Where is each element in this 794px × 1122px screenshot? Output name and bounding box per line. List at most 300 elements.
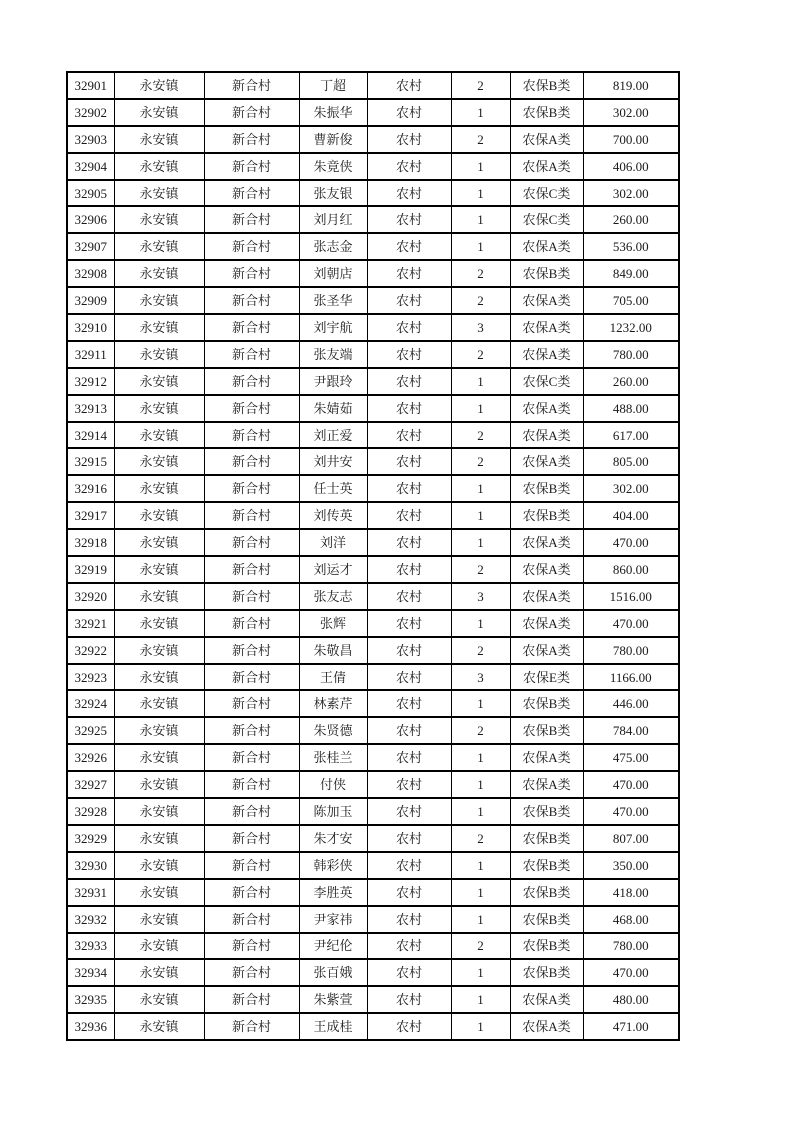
cell-person_count: 2: [451, 287, 510, 314]
cell-amount: 1232.00: [583, 314, 679, 341]
insurance-roster-table: [66, 71, 680, 1041]
cell-record_id: 32919: [67, 556, 114, 583]
cell-village: 新合村: [204, 690, 299, 717]
cell-name: 张辉: [299, 610, 367, 637]
cell-record_id: 32930: [67, 852, 114, 879]
cell-residence_type: 农村: [367, 180, 451, 207]
cell-insurance_category: 农保A类: [510, 610, 583, 637]
cell-insurance_category: 农保A类: [510, 744, 583, 771]
cell-name: 张桂兰: [299, 744, 367, 771]
cell-insurance_category: 农保A类: [510, 771, 583, 798]
cell-person_count: 1: [451, 475, 510, 502]
cell-town: 永安镇: [114, 314, 204, 341]
cell-record_id: 32911: [67, 341, 114, 368]
table-row: [67, 153, 679, 180]
cell-village: 新合村: [204, 556, 299, 583]
table-row: [67, 556, 679, 583]
cell-residence_type: 农村: [367, 368, 451, 395]
cell-village: 新合村: [204, 744, 299, 771]
cell-town: 永安镇: [114, 690, 204, 717]
cell-town: 永安镇: [114, 583, 204, 610]
cell-town: 永安镇: [114, 475, 204, 502]
table-row: [67, 395, 679, 422]
cell-town: 永安镇: [114, 72, 204, 99]
cell-name: 付侠: [299, 771, 367, 798]
cell-record_id: 32928: [67, 798, 114, 825]
cell-record_id: 32916: [67, 475, 114, 502]
cell-town: 永安镇: [114, 341, 204, 368]
cell-insurance_category: 农保B类: [510, 260, 583, 287]
cell-amount: 1166.00: [583, 664, 679, 691]
table-row: [67, 260, 679, 287]
cell-record_id: 32922: [67, 637, 114, 664]
cell-amount: 780.00: [583, 637, 679, 664]
cell-amount: 807.00: [583, 825, 679, 852]
table-row: [67, 717, 679, 744]
cell-name: 李胜英: [299, 879, 367, 906]
cell-record_id: 32933: [67, 933, 114, 960]
cell-name: 王成桂: [299, 1013, 367, 1040]
cell-insurance_category: 农保A类: [510, 126, 583, 153]
cell-amount: 705.00: [583, 287, 679, 314]
cell-town: 永安镇: [114, 798, 204, 825]
cell-person_count: 2: [451, 556, 510, 583]
cell-record_id: 32931: [67, 879, 114, 906]
cell-village: 新合村: [204, 879, 299, 906]
cell-town: 永安镇: [114, 448, 204, 475]
cell-insurance_category: 农保B类: [510, 959, 583, 986]
table-row: [67, 879, 679, 906]
cell-person_count: 1: [451, 986, 510, 1013]
table-row: [67, 368, 679, 395]
cell-person_count: 1: [451, 771, 510, 798]
cell-town: 永安镇: [114, 153, 204, 180]
cell-residence_type: 农村: [367, 341, 451, 368]
cell-residence_type: 农村: [367, 879, 451, 906]
cell-amount: 805.00: [583, 448, 679, 475]
cell-town: 永安镇: [114, 879, 204, 906]
table-row: [67, 825, 679, 852]
cell-village: 新合村: [204, 825, 299, 852]
cell-person_count: 1: [451, 1013, 510, 1040]
cell-insurance_category: 农保B类: [510, 72, 583, 99]
cell-person_count: 2: [451, 422, 510, 449]
cell-record_id: 32924: [67, 690, 114, 717]
cell-amount: 488.00: [583, 395, 679, 422]
cell-record_id: 32936: [67, 1013, 114, 1040]
cell-name: 张友银: [299, 180, 367, 207]
cell-village: 新合村: [204, 180, 299, 207]
cell-name: 尹家祎: [299, 906, 367, 933]
cell-amount: 819.00: [583, 72, 679, 99]
cell-person_count: 2: [451, 717, 510, 744]
cell-town: 永安镇: [114, 1013, 204, 1040]
cell-residence_type: 农村: [367, 717, 451, 744]
cell-village: 新合村: [204, 771, 299, 798]
cell-amount: 780.00: [583, 341, 679, 368]
cell-person_count: 2: [451, 637, 510, 664]
table-row: [67, 906, 679, 933]
cell-village: 新合村: [204, 314, 299, 341]
cell-town: 永安镇: [114, 368, 204, 395]
table-row: [67, 341, 679, 368]
cell-amount: 780.00: [583, 933, 679, 960]
cell-name: 张百娥: [299, 959, 367, 986]
cell-person_count: 1: [451, 610, 510, 637]
cell-town: 永安镇: [114, 986, 204, 1013]
cell-insurance_category: 农保A类: [510, 395, 583, 422]
table-row: [67, 583, 679, 610]
cell-residence_type: 农村: [367, 448, 451, 475]
cell-record_id: 32913: [67, 395, 114, 422]
cell-record_id: 32920: [67, 583, 114, 610]
table-row: [67, 233, 679, 260]
cell-town: 永安镇: [114, 529, 204, 556]
cell-record_id: 32914: [67, 422, 114, 449]
cell-residence_type: 农村: [367, 825, 451, 852]
cell-amount: 260.00: [583, 206, 679, 233]
cell-insurance_category: 农保B类: [510, 825, 583, 852]
table-row: [67, 206, 679, 233]
cell-residence_type: 农村: [367, 583, 451, 610]
cell-town: 永安镇: [114, 852, 204, 879]
cell-person_count: 1: [451, 798, 510, 825]
cell-name: 韩彩侠: [299, 852, 367, 879]
cell-amount: 700.00: [583, 126, 679, 153]
cell-residence_type: 农村: [367, 422, 451, 449]
cell-village: 新合村: [204, 933, 299, 960]
cell-amount: 1516.00: [583, 583, 679, 610]
table-row: [67, 852, 679, 879]
cell-residence_type: 农村: [367, 126, 451, 153]
cell-village: 新合村: [204, 610, 299, 637]
cell-residence_type: 农村: [367, 233, 451, 260]
cell-amount: 470.00: [583, 771, 679, 798]
cell-name: 刘传英: [299, 502, 367, 529]
cell-insurance_category: 农保A类: [510, 287, 583, 314]
cell-village: 新合村: [204, 664, 299, 691]
cell-town: 永安镇: [114, 233, 204, 260]
cell-residence_type: 农村: [367, 260, 451, 287]
cell-residence_type: 农村: [367, 99, 451, 126]
cell-village: 新合村: [204, 126, 299, 153]
cell-residence_type: 农村: [367, 529, 451, 556]
cell-name: 尹纪伦: [299, 933, 367, 960]
table-row: [67, 664, 679, 691]
table-row: [67, 1013, 679, 1040]
cell-name: 任士英: [299, 475, 367, 502]
cell-name: 尹跟玲: [299, 368, 367, 395]
cell-amount: 260.00: [583, 368, 679, 395]
cell-insurance_category: 农保E类: [510, 664, 583, 691]
cell-insurance_category: 农保C类: [510, 206, 583, 233]
cell-amount: 480.00: [583, 986, 679, 1013]
cell-village: 新合村: [204, 798, 299, 825]
cell-village: 新合村: [204, 206, 299, 233]
cell-record_id: 32906: [67, 206, 114, 233]
cell-person_count: 1: [451, 233, 510, 260]
table-row: [67, 798, 679, 825]
cell-insurance_category: 农保A类: [510, 986, 583, 1013]
table-row: [67, 180, 679, 207]
cell-residence_type: 农村: [367, 556, 451, 583]
cell-record_id: 32908: [67, 260, 114, 287]
cell-name: 丁超: [299, 72, 367, 99]
cell-town: 永安镇: [114, 610, 204, 637]
cell-amount: 418.00: [583, 879, 679, 906]
cell-residence_type: 农村: [367, 610, 451, 637]
cell-town: 永安镇: [114, 959, 204, 986]
cell-residence_type: 农村: [367, 502, 451, 529]
cell-residence_type: 农村: [367, 206, 451, 233]
cell-amount: 536.00: [583, 233, 679, 260]
cell-name: 林素芹: [299, 690, 367, 717]
cell-amount: 302.00: [583, 475, 679, 502]
cell-record_id: 32934: [67, 959, 114, 986]
cell-person_count: 1: [451, 690, 510, 717]
cell-residence_type: 农村: [367, 744, 451, 771]
cell-record_id: 32912: [67, 368, 114, 395]
cell-village: 新合村: [204, 583, 299, 610]
cell-person_count: 1: [451, 959, 510, 986]
cell-insurance_category: 农保B类: [510, 475, 583, 502]
cell-amount: 350.00: [583, 852, 679, 879]
cell-residence_type: 农村: [367, 798, 451, 825]
cell-record_id: 32910: [67, 314, 114, 341]
cell-person_count: 2: [451, 933, 510, 960]
cell-residence_type: 农村: [367, 933, 451, 960]
cell-town: 永安镇: [114, 287, 204, 314]
cell-name: 张友端: [299, 341, 367, 368]
cell-residence_type: 农村: [367, 771, 451, 798]
cell-residence_type: 农村: [367, 664, 451, 691]
cell-amount: 849.00: [583, 260, 679, 287]
cell-insurance_category: 农保A类: [510, 233, 583, 260]
cell-name: 朱敬昌: [299, 637, 367, 664]
cell-town: 永安镇: [114, 744, 204, 771]
cell-village: 新合村: [204, 637, 299, 664]
cell-insurance_category: 农保A类: [510, 637, 583, 664]
cell-residence_type: 农村: [367, 852, 451, 879]
table-row: [67, 771, 679, 798]
table-row: [67, 422, 679, 449]
cell-name: 刘洋: [299, 529, 367, 556]
cell-name: 陈加玉: [299, 798, 367, 825]
cell-name: 朱才安: [299, 825, 367, 852]
cell-town: 永安镇: [114, 717, 204, 744]
cell-residence_type: 农村: [367, 395, 451, 422]
cell-amount: 446.00: [583, 690, 679, 717]
cell-village: 新合村: [204, 422, 299, 449]
cell-person_count: 2: [451, 825, 510, 852]
cell-village: 新合村: [204, 959, 299, 986]
cell-name: 张志金: [299, 233, 367, 260]
cell-record_id: 32903: [67, 126, 114, 153]
cell-village: 新合村: [204, 986, 299, 1013]
cell-town: 永安镇: [114, 99, 204, 126]
cell-town: 永安镇: [114, 933, 204, 960]
cell-record_id: 32932: [67, 906, 114, 933]
cell-name: 刘月红: [299, 206, 367, 233]
cell-person_count: 1: [451, 879, 510, 906]
cell-person_count: 1: [451, 744, 510, 771]
cell-village: 新合村: [204, 233, 299, 260]
cell-insurance_category: 农保B类: [510, 99, 583, 126]
cell-person_count: 1: [451, 852, 510, 879]
cell-village: 新合村: [204, 852, 299, 879]
table-body: [67, 72, 679, 1040]
cell-name: 朱紫萱: [299, 986, 367, 1013]
cell-person_count: 1: [451, 206, 510, 233]
cell-amount: 302.00: [583, 99, 679, 126]
cell-insurance_category: 农保A类: [510, 153, 583, 180]
cell-record_id: 32926: [67, 744, 114, 771]
cell-residence_type: 农村: [367, 690, 451, 717]
table-row: [67, 959, 679, 986]
cell-name: 曹新俊: [299, 126, 367, 153]
cell-village: 新合村: [204, 475, 299, 502]
cell-town: 永安镇: [114, 664, 204, 691]
cell-residence_type: 农村: [367, 986, 451, 1013]
table-row: [67, 448, 679, 475]
cell-record_id: 32907: [67, 233, 114, 260]
cell-name: 朱竟侠: [299, 153, 367, 180]
cell-person_count: 3: [451, 583, 510, 610]
cell-insurance_category: 农保B类: [510, 933, 583, 960]
cell-town: 永安镇: [114, 422, 204, 449]
cell-amount: 470.00: [583, 959, 679, 986]
cell-name: 刘井安: [299, 448, 367, 475]
cell-name: 刘运才: [299, 556, 367, 583]
cell-name: 刘朝店: [299, 260, 367, 287]
cell-insurance_category: 农保A类: [510, 556, 583, 583]
table-row: [67, 314, 679, 341]
cell-name: 张圣华: [299, 287, 367, 314]
table-row: [67, 986, 679, 1013]
table-row: [67, 529, 679, 556]
cell-record_id: 32904: [67, 153, 114, 180]
cell-name: 朱婧茹: [299, 395, 367, 422]
cell-record_id: 32935: [67, 986, 114, 1013]
cell-village: 新合村: [204, 906, 299, 933]
cell-person_count: 1: [451, 180, 510, 207]
table-row: [67, 610, 679, 637]
cell-residence_type: 农村: [367, 1013, 451, 1040]
cell-person_count: 1: [451, 502, 510, 529]
cell-record_id: 32915: [67, 448, 114, 475]
cell-town: 永安镇: [114, 395, 204, 422]
cell-insurance_category: 农保C类: [510, 368, 583, 395]
table-row: [67, 502, 679, 529]
cell-person_count: 1: [451, 906, 510, 933]
table-row: [67, 99, 679, 126]
cell-village: 新合村: [204, 395, 299, 422]
cell-amount: 468.00: [583, 906, 679, 933]
cell-person_count: 1: [451, 99, 510, 126]
cell-record_id: 32917: [67, 502, 114, 529]
cell-residence_type: 农村: [367, 637, 451, 664]
cell-person_count: 1: [451, 368, 510, 395]
cell-village: 新合村: [204, 448, 299, 475]
table-row: [67, 126, 679, 153]
cell-amount: 470.00: [583, 610, 679, 637]
cell-town: 永安镇: [114, 180, 204, 207]
cell-name: 朱振华: [299, 99, 367, 126]
table-row: [67, 690, 679, 717]
cell-insurance_category: 农保A类: [510, 448, 583, 475]
cell-village: 新合村: [204, 99, 299, 126]
cell-record_id: 32901: [67, 72, 114, 99]
cell-town: 永安镇: [114, 502, 204, 529]
cell-residence_type: 农村: [367, 475, 451, 502]
cell-amount: 617.00: [583, 422, 679, 449]
cell-record_id: 32927: [67, 771, 114, 798]
cell-record_id: 32909: [67, 287, 114, 314]
cell-town: 永安镇: [114, 260, 204, 287]
cell-amount: 784.00: [583, 717, 679, 744]
cell-village: 新合村: [204, 153, 299, 180]
cell-person_count: 3: [451, 314, 510, 341]
cell-record_id: 32905: [67, 180, 114, 207]
cell-person_count: 2: [451, 448, 510, 475]
cell-insurance_category: 农保A类: [510, 1013, 583, 1040]
cell-village: 新合村: [204, 287, 299, 314]
cell-insurance_category: 农保B类: [510, 502, 583, 529]
cell-record_id: 32921: [67, 610, 114, 637]
table-row: [67, 933, 679, 960]
cell-person_count: 3: [451, 664, 510, 691]
cell-village: 新合村: [204, 717, 299, 744]
cell-insurance_category: 农保B类: [510, 906, 583, 933]
cell-insurance_category: 农保A类: [510, 314, 583, 341]
cell-town: 永安镇: [114, 126, 204, 153]
cell-name: 张友志: [299, 583, 367, 610]
cell-record_id: 32929: [67, 825, 114, 852]
cell-name: 朱贤德: [299, 717, 367, 744]
cell-town: 永安镇: [114, 906, 204, 933]
cell-person_count: 2: [451, 260, 510, 287]
cell-village: 新合村: [204, 502, 299, 529]
cell-residence_type: 农村: [367, 287, 451, 314]
cell-residence_type: 农村: [367, 153, 451, 180]
cell-person_count: 2: [451, 126, 510, 153]
cell-person_count: 1: [451, 153, 510, 180]
cell-insurance_category: 农保A类: [510, 583, 583, 610]
table-row: [67, 287, 679, 314]
cell-insurance_category: 农保B类: [510, 690, 583, 717]
cell-town: 永安镇: [114, 771, 204, 798]
cell-record_id: 32918: [67, 529, 114, 556]
cell-insurance_category: 农保C类: [510, 180, 583, 207]
cell-record_id: 32925: [67, 717, 114, 744]
cell-village: 新合村: [204, 1013, 299, 1040]
cell-person_count: 2: [451, 341, 510, 368]
cell-insurance_category: 农保B类: [510, 879, 583, 906]
cell-village: 新合村: [204, 341, 299, 368]
cell-insurance_category: 农保B类: [510, 798, 583, 825]
cell-residence_type: 农村: [367, 906, 451, 933]
cell-insurance_category: 农保A类: [510, 341, 583, 368]
cell-village: 新合村: [204, 260, 299, 287]
cell-residence_type: 农村: [367, 72, 451, 99]
cell-amount: 475.00: [583, 744, 679, 771]
cell-person_count: 1: [451, 395, 510, 422]
cell-amount: 470.00: [583, 529, 679, 556]
cell-insurance_category: 农保B类: [510, 852, 583, 879]
cell-name: 王倩: [299, 664, 367, 691]
cell-residence_type: 农村: [367, 959, 451, 986]
cell-amount: 302.00: [583, 180, 679, 207]
